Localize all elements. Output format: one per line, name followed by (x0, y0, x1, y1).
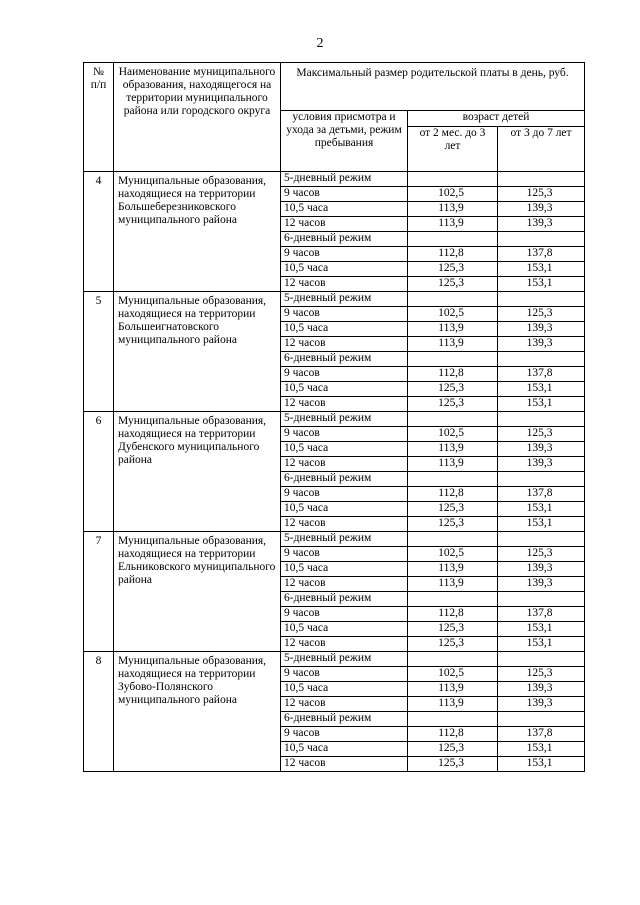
fee-2m-3y: 125,3 (408, 637, 498, 652)
empty-cell (498, 412, 585, 427)
table-row (84, 292, 585, 307)
fee-2m-3y: 102,5 (408, 187, 498, 202)
fee-2m-3y: 112,8 (408, 367, 498, 382)
header-age: возраст детей (408, 111, 585, 127)
header-age-2m-3y: от 2 мес. до 3 лет (408, 127, 498, 172)
fee-2m-3y: 112,8 (408, 247, 498, 262)
fee-3-7y: 125,3 (498, 547, 585, 562)
fee-2m-3y: 125,3 (408, 277, 498, 292)
municipality-name: Муниципальные образования, находящиеся на территории Большеберезниковского муниципального района (114, 172, 281, 292)
hours-label: 12 часов (281, 277, 408, 292)
header-municipality: Наименование муниципального образования, находящегося на территории муниципального района или городского округа (114, 63, 281, 172)
fee-2m-3y: 113,9 (408, 682, 498, 697)
empty-cell (498, 712, 585, 727)
empty-cell (408, 412, 498, 427)
fee-2m-3y: 113,9 (408, 337, 498, 352)
table-row (84, 652, 585, 667)
fee-3-7y: 137,8 (498, 727, 585, 742)
fee-3-7y: 125,3 (498, 427, 585, 442)
hours-label: 10,5 часа (281, 262, 408, 277)
fee-2m-3y: 113,9 (408, 442, 498, 457)
hours-label: 12 часов (281, 757, 408, 772)
mode-heading: 6-дневный режим (281, 592, 408, 607)
fee-3-7y: 137,8 (498, 367, 585, 382)
mode-heading: 5-дневный режим (281, 172, 408, 187)
header-max-fee: Максимальный размер родительской платы в день, руб. (281, 63, 585, 111)
hours-label: 12 часов (281, 577, 408, 592)
empty-cell (408, 712, 498, 727)
empty-cell (498, 652, 585, 667)
parental-fee-table (83, 62, 585, 772)
fee-2m-3y: 113,9 (408, 217, 498, 232)
mode-heading: 5-дневный режим (281, 532, 408, 547)
fee-3-7y: 153,1 (498, 742, 585, 757)
hours-label: 9 часов (281, 487, 408, 502)
hours-label: 12 часов (281, 457, 408, 472)
header-age-3-7y: от 3 до 7 лет (498, 127, 585, 172)
table-row (84, 412, 585, 427)
header-conditions: условия присмотра и ухода за детьми, режим пребывания (281, 111, 408, 172)
hours-label: 12 часов (281, 517, 408, 532)
fee-3-7y: 137,8 (498, 607, 585, 622)
hours-label: 10,5 часа (281, 742, 408, 757)
fee-2m-3y: 125,3 (408, 382, 498, 397)
fee-3-7y: 125,3 (498, 307, 585, 322)
fee-2m-3y: 113,9 (408, 202, 498, 217)
mode-heading: 6-дневный режим (281, 712, 408, 727)
fee-2m-3y: 113,9 (408, 457, 498, 472)
hours-label: 9 часов (281, 727, 408, 742)
fee-2m-3y: 112,8 (408, 487, 498, 502)
empty-cell (498, 232, 585, 247)
row-number: 7 (84, 532, 114, 652)
empty-cell (498, 472, 585, 487)
fee-3-7y: 139,3 (498, 322, 585, 337)
fee-2m-3y: 113,9 (408, 322, 498, 337)
hours-label: 10,5 часа (281, 502, 408, 517)
fee-2m-3y: 113,9 (408, 577, 498, 592)
fee-2m-3y: 112,8 (408, 727, 498, 742)
header-number: № п/п (84, 63, 114, 172)
mode-heading: 5-дневный режим (281, 292, 408, 307)
fee-3-7y: 153,1 (498, 262, 585, 277)
fee-3-7y: 139,3 (498, 697, 585, 712)
municipality-name: Муниципальные образования, находящиеся на территории Зубово-Полянского муниципального района (114, 652, 281, 772)
fee-2m-3y: 102,5 (408, 667, 498, 682)
hours-label: 10,5 часа (281, 382, 408, 397)
table-row (84, 172, 585, 187)
hours-label: 9 часов (281, 547, 408, 562)
fee-3-7y: 137,8 (498, 247, 585, 262)
hours-label: 12 часов (281, 637, 408, 652)
row-number: 4 (84, 172, 114, 292)
row-number: 6 (84, 412, 114, 532)
empty-cell (408, 172, 498, 187)
empty-cell (408, 472, 498, 487)
empty-cell (408, 292, 498, 307)
empty-cell (498, 592, 585, 607)
mode-heading: 6-дневный режим (281, 352, 408, 367)
empty-cell (498, 172, 585, 187)
row-number: 5 (84, 292, 114, 412)
empty-cell (498, 352, 585, 367)
fee-3-7y: 153,1 (498, 622, 585, 637)
empty-cell (408, 532, 498, 547)
fee-3-7y: 137,8 (498, 487, 585, 502)
fee-3-7y: 153,1 (498, 757, 585, 772)
hours-label: 9 часов (281, 367, 408, 382)
fee-3-7y: 153,1 (498, 382, 585, 397)
hours-label: 9 часов (281, 427, 408, 442)
hours-label: 10,5 часа (281, 202, 408, 217)
hours-label: 9 часов (281, 667, 408, 682)
hours-label: 12 часов (281, 397, 408, 412)
hours-label: 10,5 часа (281, 562, 408, 577)
hours-label: 9 часов (281, 307, 408, 322)
fee-3-7y: 153,1 (498, 502, 585, 517)
hours-label: 12 часов (281, 697, 408, 712)
fee-2m-3y: 113,9 (408, 697, 498, 712)
fee-3-7y: 125,3 (498, 667, 585, 682)
municipality-name: Муниципальные образования, находящиеся на территории Ельниковского муниципального района (114, 532, 281, 652)
fee-2m-3y: 125,3 (408, 742, 498, 757)
fee-2m-3y: 125,3 (408, 502, 498, 517)
mode-heading: 6-дневный режим (281, 232, 408, 247)
row-number: 8 (84, 652, 114, 772)
hours-label: 9 часов (281, 247, 408, 262)
empty-cell (498, 292, 585, 307)
fee-2m-3y: 102,5 (408, 427, 498, 442)
page-number: 2 (316, 36, 324, 51)
fee-2m-3y: 102,5 (408, 547, 498, 562)
hours-label: 9 часов (281, 187, 408, 202)
fee-2m-3y: 125,3 (408, 622, 498, 637)
mode-heading: 5-дневный режим (281, 652, 408, 667)
empty-cell (498, 532, 585, 547)
municipality-name: Муниципальные образования, находящиеся на территории Большеигнатовского муниципального района (114, 292, 281, 412)
fee-2m-3y: 125,3 (408, 262, 498, 277)
hours-label: 12 часов (281, 217, 408, 232)
fee-3-7y: 153,1 (498, 397, 585, 412)
mode-heading: 6-дневный режим (281, 472, 408, 487)
fee-3-7y: 153,1 (498, 637, 585, 652)
fee-3-7y: 153,1 (498, 277, 585, 292)
empty-cell (408, 232, 498, 247)
mode-heading: 5-дневный режим (281, 412, 408, 427)
hours-label: 10,5 часа (281, 622, 408, 637)
fee-3-7y: 139,3 (498, 562, 585, 577)
fee-3-7y: 139,3 (498, 202, 585, 217)
fee-2m-3y: 112,8 (408, 607, 498, 622)
empty-cell (408, 592, 498, 607)
fee-3-7y: 139,3 (498, 457, 585, 472)
municipality-name: Муниципальные образования, находящиеся на территории Дубенского муниципального района (114, 412, 281, 532)
fee-2m-3y: 125,3 (408, 397, 498, 412)
empty-cell (408, 352, 498, 367)
fee-3-7y: 139,3 (498, 577, 585, 592)
hours-label: 10,5 часа (281, 682, 408, 697)
fee-2m-3y: 102,5 (408, 307, 498, 322)
fee-3-7y: 139,3 (498, 442, 585, 457)
hours-label: 12 часов (281, 337, 408, 352)
fee-3-7y: 139,3 (498, 217, 585, 232)
fee-3-7y: 139,3 (498, 682, 585, 697)
table-row (84, 532, 585, 547)
fee-3-7y: 153,1 (498, 517, 585, 532)
fee-2m-3y: 125,3 (408, 517, 498, 532)
hours-label: 10,5 часа (281, 442, 408, 457)
fee-3-7y: 125,3 (498, 187, 585, 202)
hours-label: 9 часов (281, 607, 408, 622)
fee-2m-3y: 113,9 (408, 562, 498, 577)
hours-label: 10,5 часа (281, 322, 408, 337)
fee-3-7y: 139,3 (498, 337, 585, 352)
fee-2m-3y: 125,3 (408, 757, 498, 772)
empty-cell (408, 652, 498, 667)
